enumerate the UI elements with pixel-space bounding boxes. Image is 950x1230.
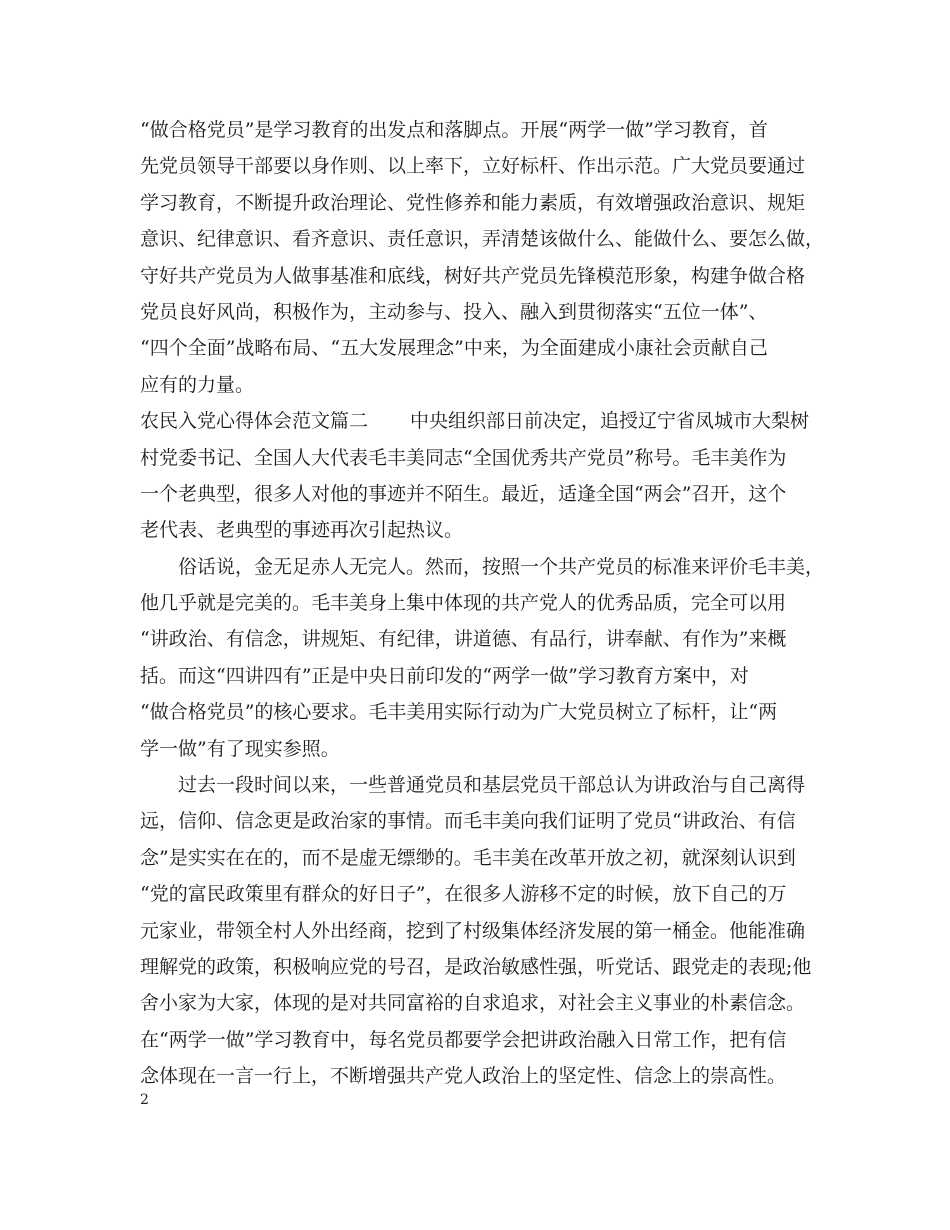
paragraph-first-line: 过去一段时间以来，一些普通党员和基层党员干部总认为讲政治与自己离得 <box>178 774 806 797</box>
text-line: 一个老典型，很多人对他的事迹并不陌生。最近，适逢全国“两会”召开，这个 <box>140 482 787 505</box>
text-line: “讲政治、有信念，讲规矩、有纪律，讲道德、有品行，讲奉献、有作为”来概 <box>140 628 787 651</box>
text-line: 念”是实实在在的，而不是虚无缥缈的。毛丰美在改革开放之初，就深刻认识到 <box>140 846 796 869</box>
text-line: 念体现在一言一行上，不断增强共产党人政治上的坚定性、信念上的崇高性。 <box>140 1065 787 1088</box>
section-heading-line <box>140 403 830 439</box>
text-line: 他几乎就是完美的。毛丰美身上集中体现的共产党人的优秀品质，完全可以用 <box>140 592 787 615</box>
text-line: 学习教育，不断提升政治理论、党性修养和能力素质，有效增强政治意识、规矩 <box>140 191 806 214</box>
text-line: 守好共产党员为人做事基准和底线，树好共产党员先锋模范形象，构建争做合格 <box>140 264 806 287</box>
page-number: 2 <box>140 1092 149 1108</box>
text-line: 先党员领导干部要以身作则、以上率下，立好标杆、作出示范。广大党员要通过 <box>140 155 806 178</box>
text-line: “四个全面”战略布局、“五大发展理念”中来，为全面建成小康社会贡献自己 <box>140 337 768 360</box>
text-line: 远，信仰、信念更是政治家的事情。而毛丰美向我们证明了党员“讲政治、有信 <box>140 810 796 833</box>
text-line: “做合格党员”的核心要求。毛丰美用实际行动为广大党员树立了标杆，让“两 <box>140 701 778 724</box>
text-line: 村党委书记、全国人大代表毛丰美同志“全国优秀共产党员”称号。毛丰美作为 <box>140 446 787 469</box>
text-line: 在“两学一做”学习教育中，每名党员都要学会把讲政治融入日常工作，把有信 <box>140 1028 787 1051</box>
paragraph-first-line: 俗话说，金无足赤人无完人。然而，按照一个共产党员的标准来评价毛丰美， <box>178 555 825 578</box>
text-line: 括。而这“四讲四有”正是中央日前印发的“两学一做”学习教育方案中，对 <box>140 664 749 687</box>
section-first-line: 中央组织部日前决定，追授辽宁省凤城市大梨树 <box>410 410 810 433</box>
text-line: 意识、纪律意识、看齐意识、责任意识，弄清楚该做什么、能做什么、要怎么做， <box>140 228 825 251</box>
text-line: 元家业，带领全村人外出经商，挖到了村级集体经济发展的第一桶金。他能准确 <box>140 919 806 942</box>
text-line: “党的富民政策里有群众的好日子”，在很多人游移不定的时候，放下自己的万 <box>140 883 787 906</box>
text-line: 党员良好风尚，积极作为，主动参与、投入、融入到贯彻落实“五位一体”、 <box>140 300 768 323</box>
text-line: 舍小家为大家，体现的是对共同富裕的自求追求，对社会主义事业的朴素信念。 <box>140 992 806 1015</box>
body-text <box>140 112 830 1095</box>
text-line: 学一做”有了现实参照。 <box>140 737 340 760</box>
text-line: “做合格党员”是学习教育的出发点和落脚点。开展“两学一做”学习教育，首 <box>140 119 768 141</box>
text-line: 理解党的政策，积极响应党的号召，是政治敏感性强，听党话、跟党走的表现;他 <box>140 955 812 978</box>
text-line: 老代表、老典型的事迹再次引起热议。 <box>140 519 464 542</box>
section-heading: 农民入党心得体会范文篇二 <box>140 410 369 433</box>
text-line: 应有的力量。 <box>140 373 255 396</box>
